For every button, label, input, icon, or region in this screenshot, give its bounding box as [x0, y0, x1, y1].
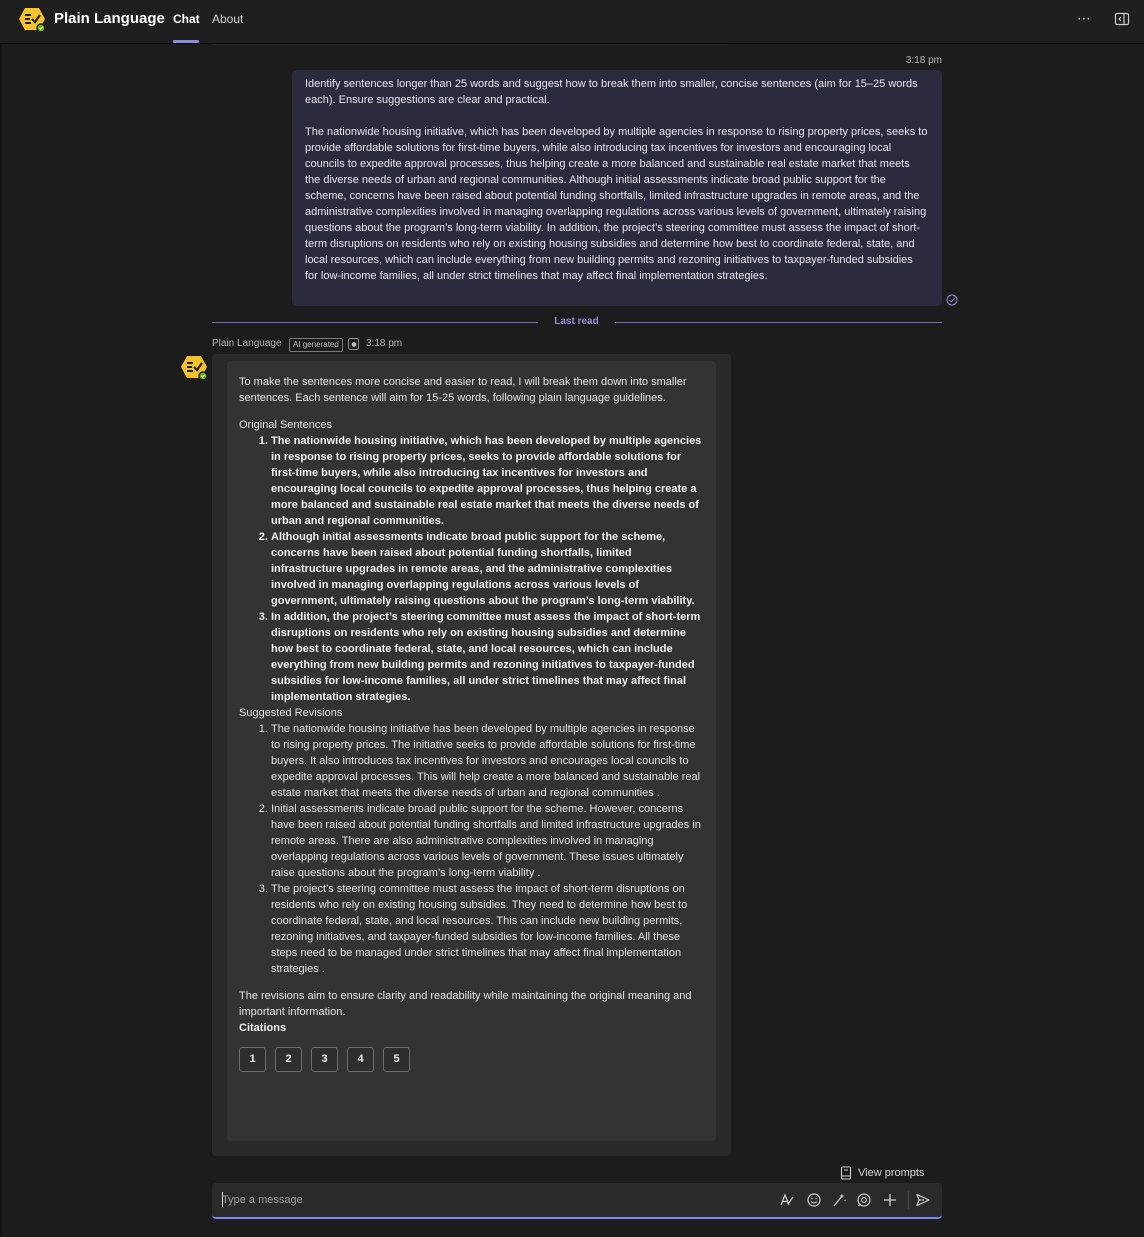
citation-button-2[interactable]: 2: [275, 1047, 302, 1072]
copilot-rewrite-icon[interactable]: [831, 1192, 847, 1208]
sensitivity-shield-icon[interactable]: [348, 338, 359, 350]
scroll-divider: [212, 44, 728, 45]
seen-status-icon: [946, 294, 958, 306]
tab-about[interactable]: About: [212, 12, 244, 26]
sent-message-bubble[interactable]: [292, 70, 942, 306]
list-item: 2. Initial assessments indicate broad public support for the scheme. However, concerns have been raised about potential funding shortfalls and limited infrastructure upgrades in remote areas. There are also administrative complexities involved in managing overlapping regulations across various levels of government. These issues ultimately raise questions about the program’s long-term viability .: [271, 801, 704, 881]
bot-sender-name: Plain Language: [212, 338, 282, 349]
suggested-revisions-list: [239, 721, 704, 977]
format-text-icon[interactable]: [779, 1192, 795, 1208]
citations-heading: Citations: [239, 1022, 287, 1034]
list-item: 1. The nationwide housing initiative has been developed by multiple agencies in response to rising property prices. The initiative seeks to provide affordable solutions for first-time buyers. It also introduces tax incentives for investors and encourages local councils to expedite approval processes. This will help create a more balanced and sustainable real estate market that meets the diverse needs of urban and regional communities .: [271, 721, 704, 801]
list-item: 1. The nationwide housing initiative, which has been developed by multiple agencies in response to rising property prices, seeks to provide affordable solutions for first-time buyers, while also introducing tax incentives for investors and encouraging local councils to expedite approval processes, thus helping create a more balanced and sustainable real estate market that meets the diverse needs of urban and regional communities.: [271, 433, 704, 529]
view-prompts-label: View prompts: [858, 1167, 925, 1179]
active-tab-indicator: [173, 40, 199, 43]
loop-component-icon[interactable]: [856, 1192, 872, 1208]
citation-button-4[interactable]: 4: [347, 1047, 374, 1072]
citations-row: [239, 1047, 704, 1071]
last-read-line-right: [615, 322, 942, 323]
chat-area: [0, 44, 1144, 1237]
last-read-label: Last read: [554, 316, 599, 327]
app-title: Plain Language: [54, 10, 165, 27]
citation-button-1[interactable]: 1: [239, 1047, 266, 1072]
bot-message-card[interactable]: [227, 361, 716, 1141]
view-prompts-button[interactable]: [840, 1165, 924, 1181]
list-item: 2. Although initial assessments indicate broad public support for the scheme, concerns have been raised about potential funding shortfalls, limited infrastructure upgrades in remote areas, and the administrative complexities involved in managing overlapping regulations across various levels of government, ultimately raising questions about the program’s long-term viability.: [271, 529, 704, 609]
message-input[interactable]: [222, 1191, 762, 1209]
top-bar: [0, 0, 1144, 44]
sent-message-time: 3:18 pm: [905, 55, 942, 66]
send-icon[interactable]: [915, 1192, 931, 1208]
emoji-icon[interactable]: [806, 1192, 822, 1208]
original-sentences-heading: Original Sentences: [239, 419, 332, 431]
original-sentences-list: [239, 433, 704, 705]
citation-button-5[interactable]: 5: [383, 1047, 410, 1072]
bot-message-time: 3:18 pm: [366, 338, 403, 349]
ai-generated-badge: AI generated: [289, 338, 343, 352]
sent-message-paragraph: The nationwide housing initiative, which has been developed by multiple agencies in response to rising property prices, seeks to provide affordable solutions for first-time buyers, while also introducing tax incentives for investors and encouraging local councils to expedite approval processes, thus helping create a more balanced and sustainable real estate market that meets the diverse needs of urban and regional communities. Although initial assessments indicate broad public support for the scheme, concerns have been raised about potential funding shortfalls, limited infrastructure upgrades in remote areas, and the administrative complexities involved in managing overlapping regulations across various levels of government, ultimately raising questions about the program’s long-term viability. In addition, the project’s steering committee must assess the impact of short-term disruptions on residents who rely on existing housing subsidies and determine how best to coordinate federal, state, and local resources, which can include everything from new building permits and rezoning initiatives to taxpayer-funded subsidies for low-income families, all under strict timelines that may affect final implementation strategies.: [305, 126, 928, 282]
plain-language-logo-icon: [18, 7, 46, 33]
bot-avatar-icon: [180, 355, 208, 381]
bot-outro-text: The revisions aim to ensure clarity and readability while maintaining the original meaning and important information.: [239, 990, 692, 1018]
more-options-icon[interactable]: ⋯: [1077, 10, 1091, 26]
open-side-panel-icon[interactable]: [1114, 11, 1130, 27]
message-composer[interactable]: [212, 1183, 942, 1219]
last-read-line-left: [212, 322, 538, 323]
tab-chat[interactable]: Chat: [173, 12, 200, 26]
list-item: 3. In addition, the project’s steering committee must assess the impact of short-term disruptions on residents who rely on existing housing subsidies and determine how best to coordinate federal, state, and local resources, which can include everything from new building permits and rezoning initiatives to taxpayer-funded subsidies for low-income families, all under strict timelines that may affect final implementation strategies.: [271, 609, 704, 705]
list-item: 3. The project’s steering committee must assess the impact of short-term disruptions on residents who rely on existing housing subsidies. They need to determine how best to coordinate federal, state, and local resources. This can include new building permits, rezoning initiatives, and taxpayer-funded subsidies for low-income families. All these steps need to be managed under strict timelines that may affect final implementation strategies .: [271, 881, 704, 977]
citation-button-3[interactable]: 3: [311, 1047, 338, 1072]
prompts-book-icon: [840, 1166, 852, 1180]
sent-message-paragraph: Identify sentences longer than 25 words and suggest how to break them into smaller, concise sentences (aim for 15–25 words each). Ensure suggestions are clear and practical.: [305, 78, 918, 106]
add-attachment-icon[interactable]: [882, 1192, 898, 1208]
suggested-revisions-heading: Suggested Revisions: [239, 707, 343, 719]
bot-intro-text: To make the sentences more concise and easier to read, I will break them down into smaller sentences. Each sentence will aim for 15-25 words, following plain language guidelines.: [239, 376, 687, 404]
send-separator: [908, 1191, 909, 1209]
